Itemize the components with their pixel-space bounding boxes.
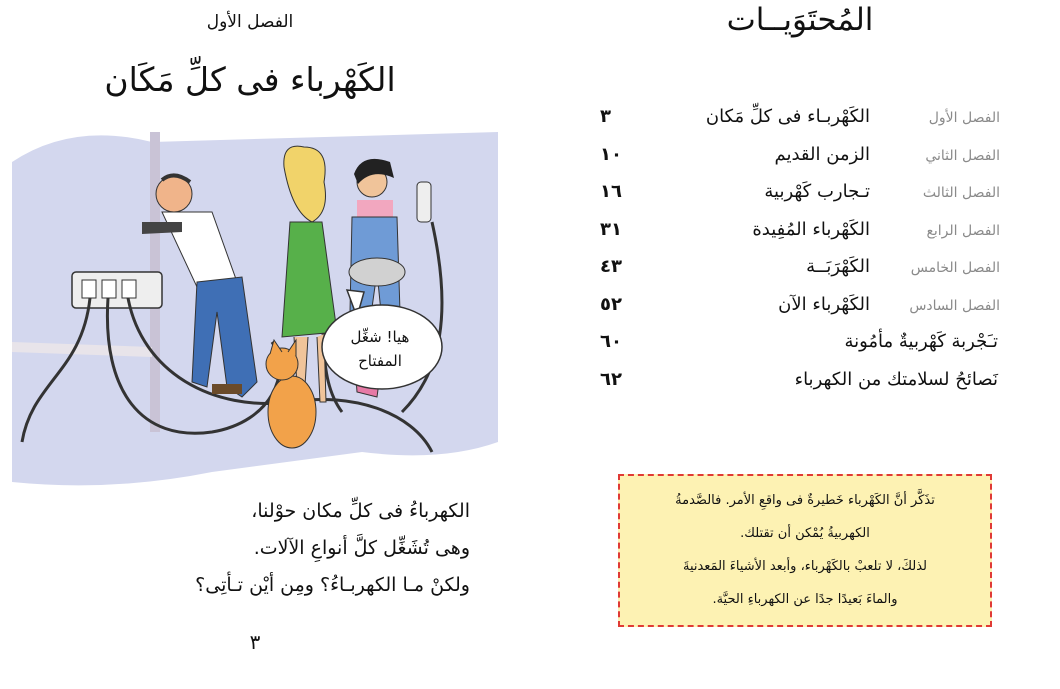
toc-row[interactable] <box>590 365 1000 403</box>
safety-note-line: تذَكَّر أنَّ الكَهْرباء خَطيرةٌ فى واقعِ الأمر. فالصَّدمةُ <box>675 493 935 508</box>
toc-chapter: الفصل الثاني <box>925 147 1000 164</box>
toc-row[interactable] <box>590 215 1000 253</box>
right-page <box>530 0 1060 689</box>
speech-bubble-line: المفتاح <box>358 352 402 370</box>
toc-entry-title: الزمن القديم <box>774 143 870 165</box>
chapter-label: الفصل الأول <box>206 12 294 32</box>
toc-chapter: الفصل الخامس <box>910 260 1000 276</box>
toc-entry-title: تـجارب كَهْربية <box>764 181 870 202</box>
toc-page-number: ٤٣ <box>600 256 622 277</box>
body-line: ولكنْ مـا الكهربـاءُ؟ ومِن أيْن تـأتِى؟ <box>195 574 470 596</box>
toc-row[interactable] <box>590 140 1000 178</box>
toc-row[interactable] <box>590 327 1000 365</box>
body-line: وهى تُشَغِّل كلَّ أنواعِ الآلات. <box>253 537 470 559</box>
safety-note-box <box>618 474 992 627</box>
toc-entry-title: الكَهْرَبَــة <box>806 256 870 277</box>
toc-row[interactable] <box>590 177 1000 215</box>
safety-note-line: الكهربيةُ يُمْكن أن تقتلك. <box>740 526 870 541</box>
toc-row[interactable] <box>590 290 1000 328</box>
toc-entry-title: تـَجْربة كَهْربيةٌ مأمُونة <box>844 331 998 352</box>
body-line: الكهرباءُ فى كلِّ مكان حوْلنا، <box>251 500 470 522</box>
toc-title: المُحتَوَيــات <box>726 2 874 38</box>
toc-entry-title: الكَهْرباء المُفِيدة <box>752 218 870 240</box>
toc-chapter: الفصل السادس <box>909 297 1000 314</box>
toc-page-number: ١٦ <box>600 181 622 202</box>
toc-entry-title: الكَهْربـاء فى كلِّ مَكان <box>705 106 870 127</box>
toc-page-number: ٦٠ <box>600 331 622 352</box>
chapter-title: الكَهْرباء فى كلِّ مَكَان <box>104 60 396 99</box>
toc-page-number: ١٠ <box>600 143 622 165</box>
safety-note-line: لذلكَ، لا تلعبْ بالكَهْرباء، وأبعد الأشياءَ المَعدنيةَ <box>682 559 928 574</box>
safety-note-line: والماءَ بَعيدًا جدًا عن الكهرباءِ الحيَّة. <box>712 592 898 607</box>
toc-entry-title: الكَهْرباء الآن <box>778 293 870 315</box>
toc-page-number: ٣١ <box>600 218 622 240</box>
toc-page-number: ٣ <box>600 106 611 127</box>
illustration <box>12 112 498 496</box>
body-text <box>150 493 470 604</box>
toc-chapter: الفصل الأول <box>928 110 1000 126</box>
toc-page-number: ٥٢ <box>600 293 622 315</box>
toc-row[interactable] <box>590 102 1000 140</box>
toc-row[interactable] <box>590 252 1000 290</box>
toc-entry-title: نَصائحُ لسلامتك من الكهرباء <box>794 368 998 390</box>
speech-bubble-text <box>320 325 440 373</box>
toc-chapter: الفصل الثالث <box>922 185 1000 201</box>
toc-page-number: ٦٢ <box>600 368 622 390</box>
toc-list <box>590 102 1000 402</box>
page-number: ٣ <box>249 630 261 654</box>
toc-chapter: الفصل الرابع <box>926 222 1000 239</box>
speech-bubble-line: هيا! شغِّل <box>350 328 410 346</box>
